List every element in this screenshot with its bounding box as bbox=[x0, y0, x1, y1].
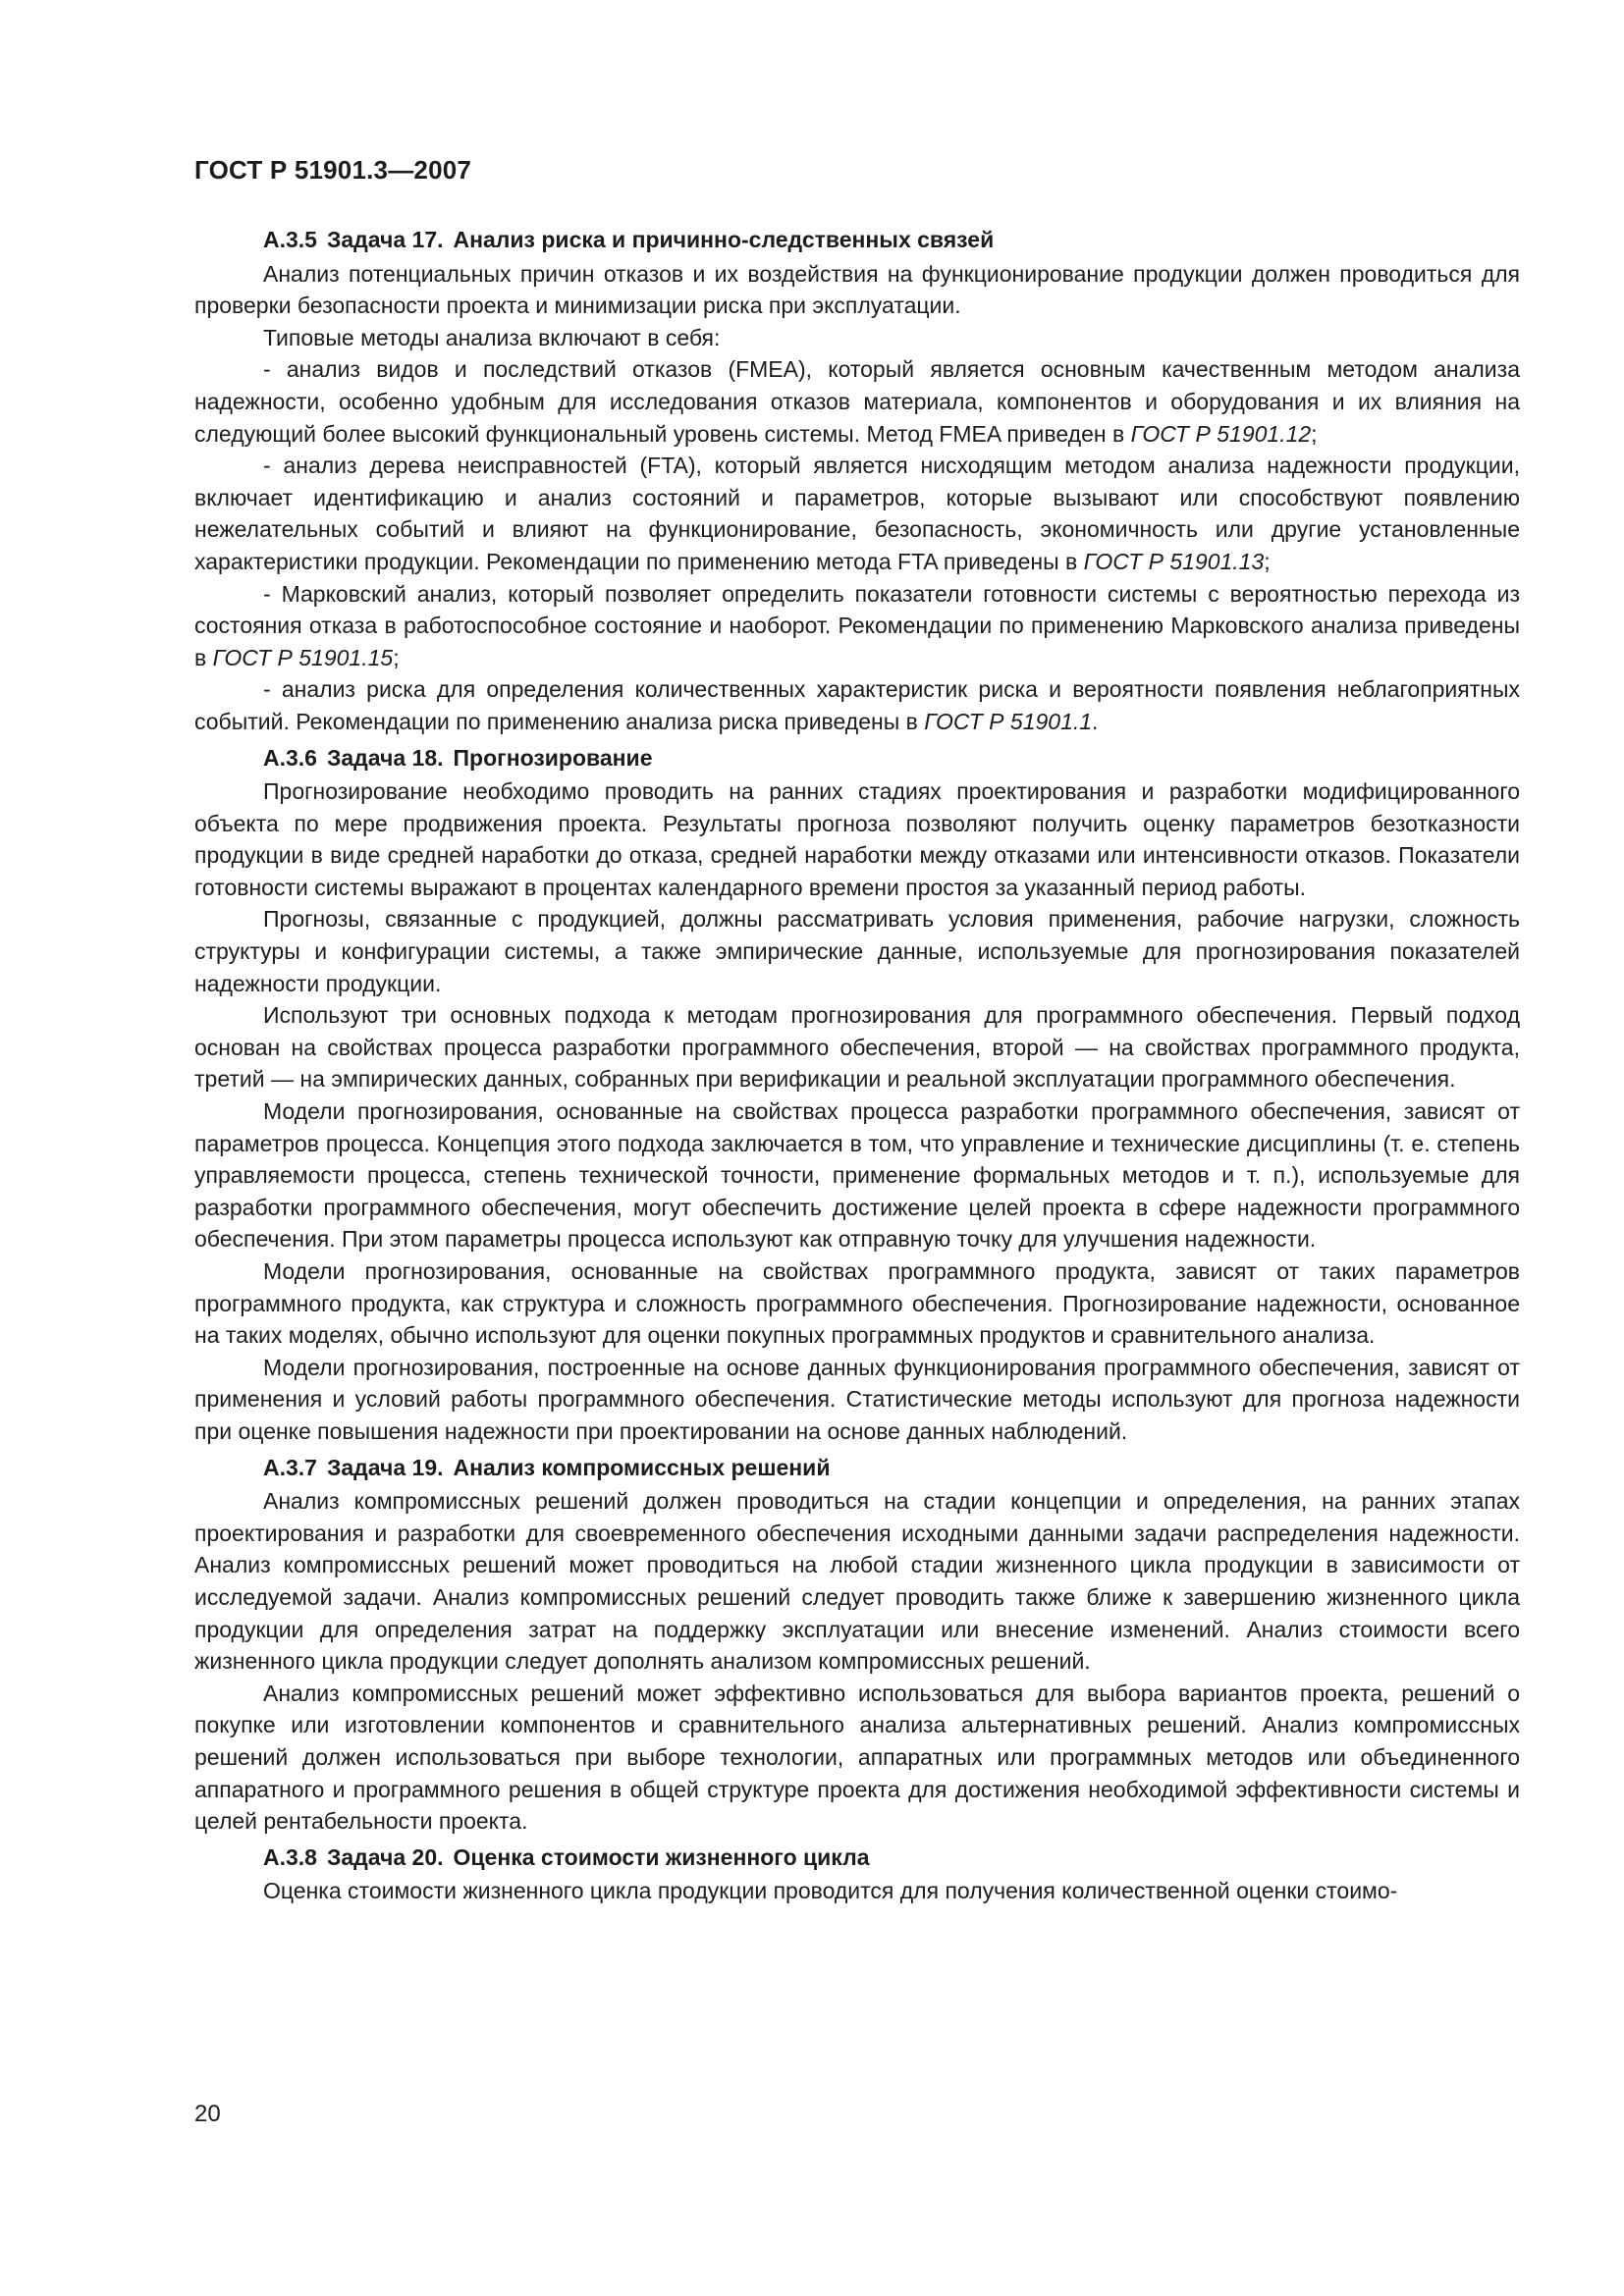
task-label: Задача 19. bbox=[326, 1454, 444, 1480]
paragraph: Анализ компромиссных решений должен проводиться на стадии концепции и определения, на ранних этапах проектирования и разработки для своевременного обеспечения исходными данными задачи распределения надежности. Анализ компромиссных решений может проводиться на любой стадии жизненного цикла продукции в зависимости от исследуемой задачи. Анализ компромиссных решений следует проводить также ближе к завершению жизненного цикла продукции для определения затрат на поддержку эксплуатации или внесение изменений. Анализ стоимости всего жизненного цикла продукции следует дополнять анализом компромиссных решений. bbox=[194, 1488, 1520, 1675]
section-title: Анализ компромиссных решений bbox=[453, 1454, 831, 1480]
list-item: - анализ риска для определения количественных характеристик риска и вероятности появления неблагоприятных событий. Рекомендации по применению анализа риска приведены в ГОСТ Р 51901.1. bbox=[194, 676, 1520, 734]
document-header: ГОСТ Р 51901.3—2007 bbox=[194, 155, 472, 185]
list-item: - Марковский анализ, который позволяет определить показатели готовности системы с вероятностью перехода из состояния отказа в работоспособное состояние и наоборот. Рекомендации по применению Марковского анализа приведены в ГОСТ Р 51901.15; bbox=[194, 580, 1520, 670]
paragraph: Используют три основных подхода к методам прогнозирования для программного обеспечения. Первый подход основан на свойствах процесса разработки программного обеспечения, второй — на свойствах программного продукта, третий — на эмпирических данных, собранных при верификации и реальной эксплуатации программного обеспечения. bbox=[194, 1002, 1520, 1093]
paragraph: Прогнозы, связанные с продукцией, должны рассматривать условия применения, рабочие нагрузки, сложность структуры и конфигурации системы, а также эмпирические данные, используемые для прогнозирования показателей надежности продукции. bbox=[194, 906, 1520, 996]
paragraph: Модели прогнозирования, построенные на основе данных функционирования программного обеспечения, зависят от применения и условий работы программного обеспечения. Статистические методы используют для прогноза надежности при оценке повышения надежности при проектировании на основе данных наблюдений. bbox=[194, 1354, 1520, 1444]
page-number: 20 bbox=[194, 2101, 221, 2127]
document-body bbox=[194, 224, 1520, 1907]
section-number: А.3.6 bbox=[263, 744, 317, 771]
section-title: Прогнозирование bbox=[453, 744, 653, 771]
task-label: Задача 17. bbox=[326, 227, 444, 252]
section-title: Оценка стоимости жизненного цикла bbox=[453, 1843, 870, 1870]
paragraph: Модели прогнозирования, основанные на свойствах процесса разработки программного обеспечения, зависят от параметров процесса. Концепция этого подхода заключается в том, что управление и технические дисциплины (т. е. степень управляемости процесса, степень технической точности, применение формальных методов и т. п.), используемые для разработки программного обеспечения, могут обеспечить достижение целей проекта в сфере надежности программного обеспечения. При этом параметры процесса используют как отправную точку для улучшения надежности. bbox=[194, 1098, 1520, 1253]
paragraph: Модели прогнозирования, основанные на свойствах программного продукта, зависят от таких параметров программного продукта, как структура и сложность программного обеспечения. Прогнозирование надежности, основанное на таких моделях, обычно используют для оценки покупных программных продуктов и сравнительного анализа. bbox=[194, 1258, 1520, 1349]
section-title: Анализ риска и причинно-следственных связей bbox=[453, 227, 995, 252]
paragraph: Оценка стоимости жизненного цикла продукции проводится для получения количественной оценки стоимо- bbox=[263, 1878, 1398, 1904]
paragraph: Анализ потенциальных причин отказов и их воздействия на функционирование продукции должен проводиться для проверки безопасности проекта и минимизации риска при эксплуатации. bbox=[194, 260, 1520, 319]
section-heading bbox=[194, 1452, 1520, 1484]
section-heading bbox=[194, 742, 1520, 774]
standard-reference: ГОСТ Р 51901.13 bbox=[1083, 548, 1265, 574]
paragraph: Анализ компромиссных решений может эффективно использоваться для выбора вариантов проекта, решений о покупке или изготовлении компонентов и сравнительного анализа альтернативных решений. Анализ компромиссных решений должен использоваться при выборе технологии, аппаратных или программных методов или объединенного аппаратного и программного решения в общей структуре проекта для достижения необходимой эффективности системы и целей рентабельности проекта. bbox=[194, 1680, 1520, 1835]
standard-reference: ГОСТ Р 51901.15 bbox=[212, 644, 394, 670]
section-number: А.3.7 bbox=[263, 1454, 317, 1480]
task-label: Задача 18. bbox=[326, 744, 444, 771]
standard-reference: ГОСТ Р 51901.1 bbox=[924, 708, 1093, 734]
paragraph: Типовые методы анализа включают в себя: bbox=[263, 324, 721, 350]
list-item: - анализ видов и последствий отказов (FMEA), который является основным качественным методом анализа надежности, особенно удобным для исследования отказов материала, компонентов и оборудования и их влияния на следующий более высокий функциональный уровень системы. Метод FMEA приведен в ГОСТ Р 51901.12; bbox=[194, 356, 1520, 447]
section-number: А.3.8 bbox=[263, 1843, 317, 1870]
paragraph: Прогнозирование необходимо проводить на ранних стадиях проектирования и разработки модифицированного объекта по мере продвижения проекта. Результаты прогноза позволяют получить оценку параметров безотказности продукции в виде средней наработки до отказа, средней наработки между отказами или интенсивности отказов. Показатели готовности системы выражают в процентах календарного времени простоя за указанный период работы. bbox=[194, 778, 1520, 900]
section-heading bbox=[194, 224, 1520, 256]
task-label: Задача 20. bbox=[326, 1843, 444, 1870]
section-number: А.3.5 bbox=[263, 227, 317, 252]
section-heading bbox=[194, 1842, 1520, 1874]
standard-reference: ГОСТ Р 51901.12 bbox=[1130, 420, 1312, 447]
list-item: - анализ дерева неисправностей (FTA), который является нисходящим методом анализа надежности продукции, включает идентификацию и анализ состояний и параметров, которые вызывают или способствуют появлению нежелательных событий и влияют на функционирование, безопасность, экономичность или другие установленные характеристики продукции. Рекомендации по применению метода FTA приведены в ГОСТ Р 51901.13; bbox=[194, 453, 1520, 574]
